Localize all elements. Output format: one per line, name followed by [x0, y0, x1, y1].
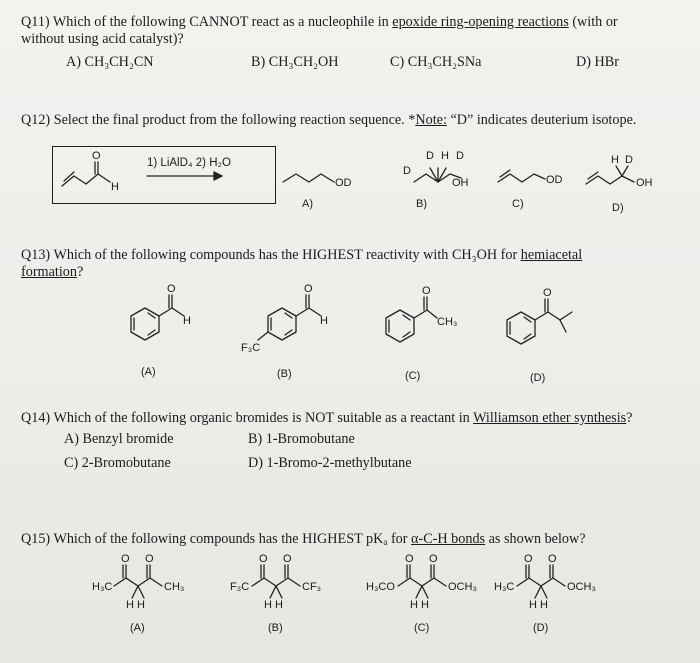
q12-b-h: H [441, 150, 449, 162]
q15-c-right: OCH₃ [448, 581, 477, 593]
q12-d-oh: OH [636, 177, 653, 189]
q12-c-od: OD [546, 174, 563, 186]
q15-d-o1: O [524, 553, 533, 565]
q11-option-d[interactable]: D) HBr [576, 54, 619, 70]
q15-a-structure [114, 565, 162, 598]
q15-link: α-C-H bonds [411, 531, 486, 547]
q15-d-o2: O [548, 553, 557, 565]
q11-stem-line2: without using acid catalyst)? [21, 31, 184, 47]
q13-d-structure [507, 299, 572, 344]
q13-c-structure [386, 297, 437, 342]
q12-product-d-structure [586, 166, 634, 184]
q15-b-structure [252, 565, 300, 598]
q15-b-o1: O [259, 553, 268, 565]
q12-label-d[interactable]: D) [612, 202, 624, 214]
q12-product-a-structure [283, 174, 334, 182]
q12-product-c-structure [498, 170, 545, 182]
q15-b-hh: H H [264, 599, 283, 611]
q13-c-o: O [422, 285, 431, 297]
q12-label-a[interactable]: A) [302, 198, 313, 210]
q11-option-b[interactable]: B) CH₃CH₂OH [251, 54, 339, 70]
q15-a-left: H₃C [92, 581, 113, 593]
q15-c-o2: O [429, 553, 438, 565]
q15-c-o1: O [405, 553, 414, 565]
q15-a-o1: O [121, 553, 130, 565]
q13-a-o: O [167, 283, 176, 295]
q13-a-structure [131, 295, 184, 340]
q13-d-o: O [543, 287, 552, 299]
q15-b-o2: O [283, 553, 292, 565]
q12-label-b[interactable]: B) [416, 198, 427, 210]
q14-stem: Q14) Which of the following organic bromides is NOT suitable as a reactant in Williamson ether synthesis? [21, 410, 633, 426]
q13-label-d[interactable]: (D) [530, 372, 546, 384]
q12-b-oh: OH [452, 177, 469, 189]
q13-b-cf3: F₃C [241, 342, 261, 354]
q12-reagents: 1) LiAlD₄ 2) H₂O [147, 157, 231, 169]
q11-option-a[interactable]: A) CH₃CH₂CN [66, 54, 154, 70]
q15-a-o2: O [145, 553, 154, 565]
q12-note: Note: [415, 112, 447, 128]
q13-b-h: H [320, 315, 328, 327]
q15-label-a[interactable]: (A) [130, 622, 145, 634]
q15-a-right: CH₃ [164, 581, 185, 593]
q11-stem: Q11) Which of the following CANNOT react as a nucleophile in epoxide ring-opening reactions (with or [21, 14, 618, 30]
q13-a-h: H [183, 315, 191, 327]
q13-c-ch3: CH₃ [437, 316, 458, 328]
q11-link: epoxide ring-opening reactions [392, 14, 569, 30]
q15-a-hh: H H [126, 599, 145, 611]
q14-option-d[interactable]: D) 1-Bromo-2-methylbutane [248, 455, 412, 471]
q12-a-od: OD [335, 177, 352, 189]
q11-option-c[interactable]: C) CH₃CH₂SNa [390, 54, 482, 70]
q12-d-d: D [625, 154, 633, 166]
q15-label-d[interactable]: (D) [533, 622, 549, 634]
q13-stem: Q13) Which of the following compounds has the HIGHEST reactivity with CH₃OH for hemiacetal [21, 247, 583, 263]
q15-c-hh: H H [410, 599, 429, 611]
q15-b-right: CF₃ [302, 581, 322, 593]
q15-c-structure [398, 565, 446, 598]
q13-label-b[interactable]: (B) [277, 368, 292, 380]
q14-option-b[interactable]: B) 1-Bromobutane [248, 431, 355, 447]
q15-d-right: OCH₃ [567, 581, 596, 593]
q13-label-c[interactable]: (C) [405, 370, 421, 382]
q15-b-left: F₃C [230, 581, 250, 593]
q14-option-c[interactable]: C) 2-Bromobutane [64, 455, 171, 471]
q13-b-structure [258, 295, 321, 340]
q14-option-a[interactable]: A) Benzyl bromide [64, 431, 174, 447]
q13-label-a[interactable]: (A) [141, 366, 156, 378]
q15-c-left: H₃CO [366, 581, 395, 593]
q12-b-d3: D [456, 150, 464, 162]
q13-stem-line2: formation? [21, 264, 84, 280]
q12-reactant-h: H [111, 181, 119, 193]
q13-b-o: O [304, 283, 313, 295]
q15-d-structure [517, 565, 565, 598]
q15-label-b[interactable]: (B) [268, 622, 283, 634]
q12-label-c[interactable]: C) [512, 198, 524, 210]
q15-d-hh: H H [529, 599, 548, 611]
q13-link: hemiacetal [520, 247, 583, 263]
q14-link: Williamson ether synthesis [473, 410, 627, 426]
q12-stem: Q12) Select the final product from the following reaction sequence. *Note: “D” indicates deuterium isotope. [21, 112, 637, 128]
q15-label-c[interactable]: (C) [414, 622, 430, 634]
q15-d-left: H₃C [494, 581, 515, 593]
q12-b-d1: D [403, 165, 411, 177]
q12-b-d2: D [426, 150, 434, 162]
q12-d-h: H [611, 154, 619, 166]
q15-stem: Q15) Which of the following compounds has the HIGHEST $pK_a$ for α-C-H bonds as shown below? [21, 531, 586, 547]
q12-reactant-o: O [92, 150, 101, 162]
